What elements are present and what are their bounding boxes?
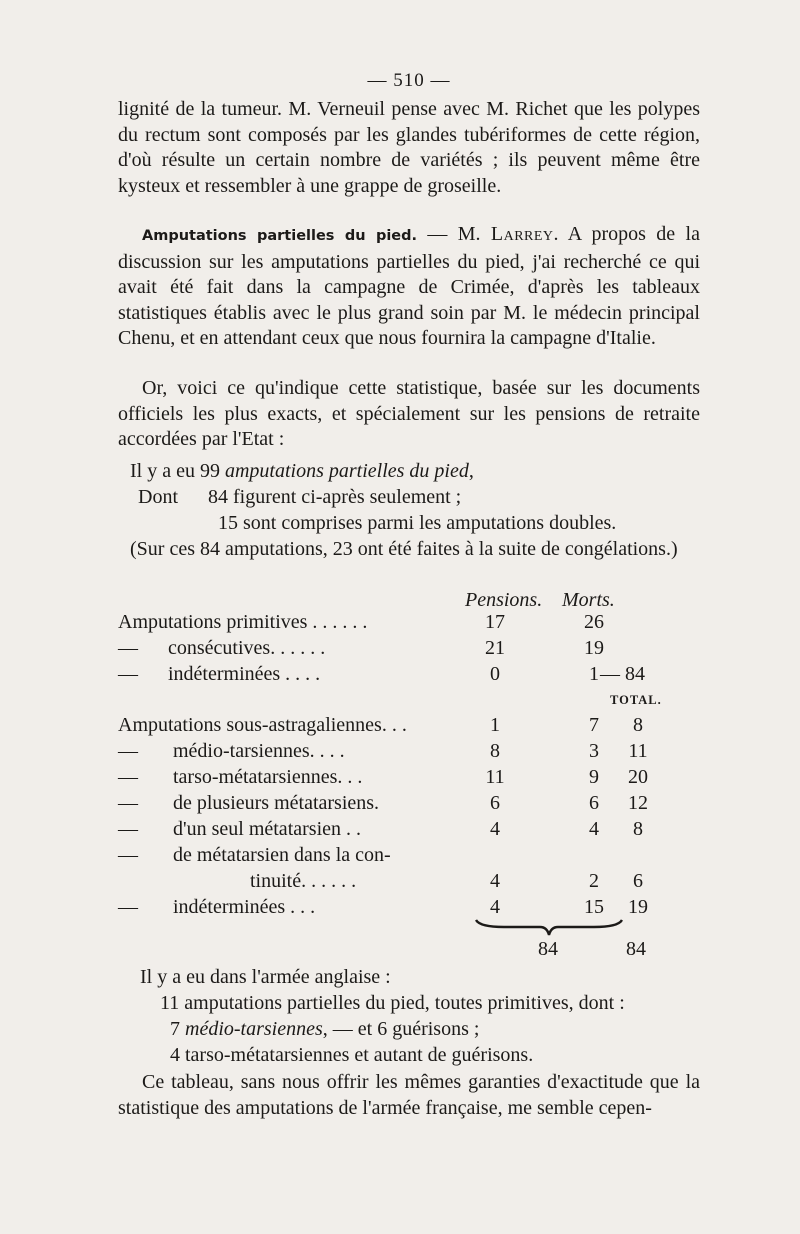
row-label: tinuité. . . . . .: [250, 870, 357, 892]
line-7-rest: , — et 6 guérisons ;: [322, 1018, 480, 1040]
cell-pensions: 6: [490, 792, 500, 814]
row-label: — tarso-métatarsiennes. . .: [118, 766, 363, 788]
cell-total: 8: [633, 818, 643, 840]
cell-pensions: 0: [490, 663, 500, 685]
cell-morts: 4: [589, 818, 599, 840]
paragraph-statistique: Or, voici ce qu'indique cette statistique, basée sur les documents officiels les plus exacts, et spécialement sur les pensions de retraite accordées par l'Etat :: [118, 377, 700, 451]
column-header-pensions: Pensions.: [465, 589, 543, 611]
cell-pensions: 17: [485, 611, 505, 633]
row-label: — indéterminées . . .: [118, 896, 316, 918]
cell-extra: — 84: [600, 663, 645, 685]
cell-pensions: 8: [490, 740, 500, 762]
line-99-comma: ,: [468, 460, 474, 482]
line-11-amputations: 11 amputations partielles du pied, toutes primitives, dont :: [160, 992, 625, 1014]
cell-pensions: 1: [490, 714, 500, 736]
sum-right: 84: [626, 938, 646, 960]
line-7-medio: [170, 1016, 479, 1042]
cell-morts: 3: [589, 740, 599, 762]
cell-morts: 15: [584, 896, 604, 918]
line-4-tarso: 4 tarso-métatarsiennes et autant de guérisons.: [170, 1044, 534, 1066]
cell-morts: 26: [584, 611, 604, 633]
line-armee-anglaise: Il y a eu dans l'armée anglaise :: [140, 966, 391, 988]
line-7-num: 7: [170, 1018, 185, 1040]
paragraph-congelations: (Sur ces 84 amputations, 23 ont été faites à la suite de congélations.): [130, 538, 678, 560]
cell-total: 6: [633, 870, 643, 892]
row-label: — de plusieurs métatarsiens.: [118, 792, 380, 814]
cell-pensions: 11: [485, 766, 505, 788]
line-dont-84: Dont 84 figurent ci-après seulement ;: [138, 486, 462, 508]
row-label: Amputations primitives . . . . . .: [118, 611, 368, 633]
paragraph-amputations-text: . A propos de la discussion sur les amputations partielles du pied, j'ai recherché ce qui avait été fait dans la campagne de Crimée, d'après les tableaux statistiques établis avec le plus grand soin par M. le médecin principal Chenu, et en attendant ceux que nous fournira la campagne d'Italie.: [118, 223, 700, 350]
row-label: — consécutives. . . . . .: [118, 637, 326, 659]
line-99-amputations: [130, 458, 474, 484]
row-label: — indéterminées . . . .: [118, 663, 321, 685]
cell-total: 12: [628, 792, 648, 814]
cell-morts: 2: [589, 870, 599, 892]
section-title: Amputations partielles du pied.: [142, 228, 418, 244]
sum-left: 84: [538, 938, 558, 960]
paragraph-polypes: lignité de la tumeur. M. Verneuil pense avec M. Richet que les polypes du rectum sont composés par les glandes tubériformes de cette région, d'où résulte un certain nombre de variétés ; ils peuvent même être kysteux et ressembler à une grappe de groseille.: [118, 98, 700, 197]
line-7-italic: médio-tarsiennes: [185, 1018, 323, 1040]
cell-morts: 9: [589, 766, 599, 788]
row-label: — médio-tarsiennes. . . .: [118, 740, 345, 762]
cell-pensions: 21: [485, 637, 505, 659]
brace-icon: [474, 918, 624, 938]
section-sep: — M.: [417, 223, 491, 245]
paragraph-amputations: [118, 222, 700, 352]
line-99-text: Il y a eu 99: [130, 460, 225, 482]
paragraph-conclusion: Ce tableau, sans nous offrir les mêmes garanties d'exactitude que la statistique des amputations de l'armée française, me semble cepen-: [118, 1071, 700, 1119]
cell-pensions: 4: [490, 870, 500, 892]
page-number: — 510 —: [367, 70, 451, 91]
row-label: — d'un seul métatarsien . .: [118, 818, 361, 840]
cell-morts: 6: [589, 792, 599, 814]
cell-total: 20: [628, 766, 648, 788]
cell-morts: 19: [584, 637, 604, 659]
cell-morts: 7: [589, 714, 599, 736]
row-label: — de métatarsien dans la con-: [118, 844, 391, 866]
cell-total: 19: [628, 896, 648, 918]
line-15-doubles: 15 sont comprises parmi les amputations doubles.: [218, 512, 617, 534]
column-header-morts: Morts.: [562, 589, 615, 611]
cell-total: 8: [633, 714, 643, 736]
cell-morts: 1: [589, 663, 599, 685]
cell-pensions: 4: [490, 896, 500, 918]
speaker-name: Larrey: [490, 223, 554, 245]
cell-total: 11: [628, 740, 648, 762]
line-99-italic: amputations partielles du pied: [224, 460, 469, 482]
column-header-total: TOTAL.: [610, 693, 662, 707]
row-label: Amputations sous-astragaliennes. . .: [118, 714, 407, 736]
cell-pensions: 4: [490, 818, 500, 840]
